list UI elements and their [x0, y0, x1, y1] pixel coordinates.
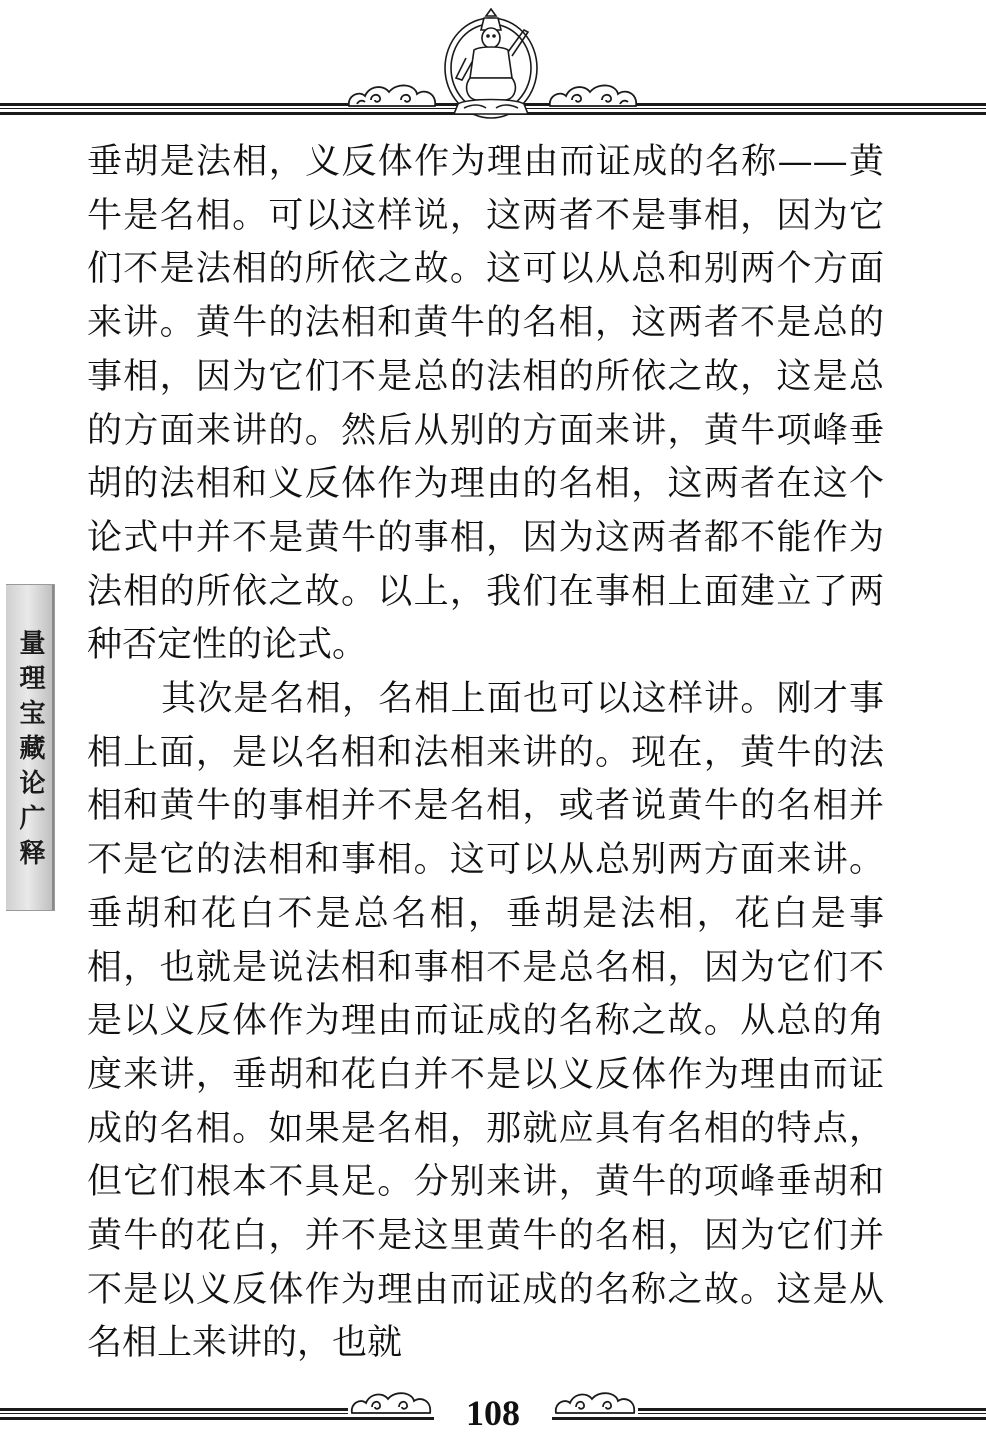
- page-header: [0, 0, 986, 125]
- cloud-scroll-icon: [552, 1388, 638, 1416]
- body-text: [87, 136, 884, 1371]
- side-chapter-tab: [6, 584, 55, 911]
- deity-figure-icon: [436, 8, 546, 120]
- cloud-scroll-icon: [345, 80, 440, 110]
- paragraph-1: 垂胡是法相，义反体作为理由而证成的名称——黄牛是名相。可以这样说，这两者不是事相，因为它们不是法相的所依之故。这可以从总和别两个方面来讲。黄牛的法相和黄牛的名相，这两者不是总的事相，因为它们不是总的法相的所依之故，这是总的方面来讲的。然后从别的方面来讲，黄牛项峰垂胡的法相和义反体作为理由的名相，这两者在这个论式中并不是黄牛的事相，因为这两者都不能作为法相的所依之故。以上，我们在事相上面建立了两种否定性的论式。: [87, 142, 884, 666]
- page-footer: [0, 1380, 986, 1443]
- cloud-scroll-icon: [546, 80, 641, 110]
- cloud-scroll-icon: [348, 1388, 434, 1416]
- paragraph-2: 其次是名相，名相上面也可以这样讲。刚才事相上面，是以名相和法相来讲的。现在，黄牛的法相和黄牛的事相并不是名相，或者说黄牛的名相并不是它的法相和事相。这可以从总别两方面来讲。垂胡和花白不是总名相，垂胡是法相，花白是事相，也就是说法相和事相不是总名相，因为它们不是以义反体作为理由而证成的名称之故。从总的角度来讲，垂胡和花白并不是以义反体作为理由而证成的名相。如果是名相，那就应具有名相的特点，但它们根本不具足。分别来讲，黄牛的项峰垂胡和黄牛的花白，并不是这里黄牛的名相，因为它们并不是以义反体作为理由而证成的名称之故。这是从名相上来讲的，也就: [87, 679, 884, 1364]
- page-number: 108: [466, 1393, 520, 1433]
- side-tab-title: 量理宝藏论广释: [15, 629, 45, 874]
